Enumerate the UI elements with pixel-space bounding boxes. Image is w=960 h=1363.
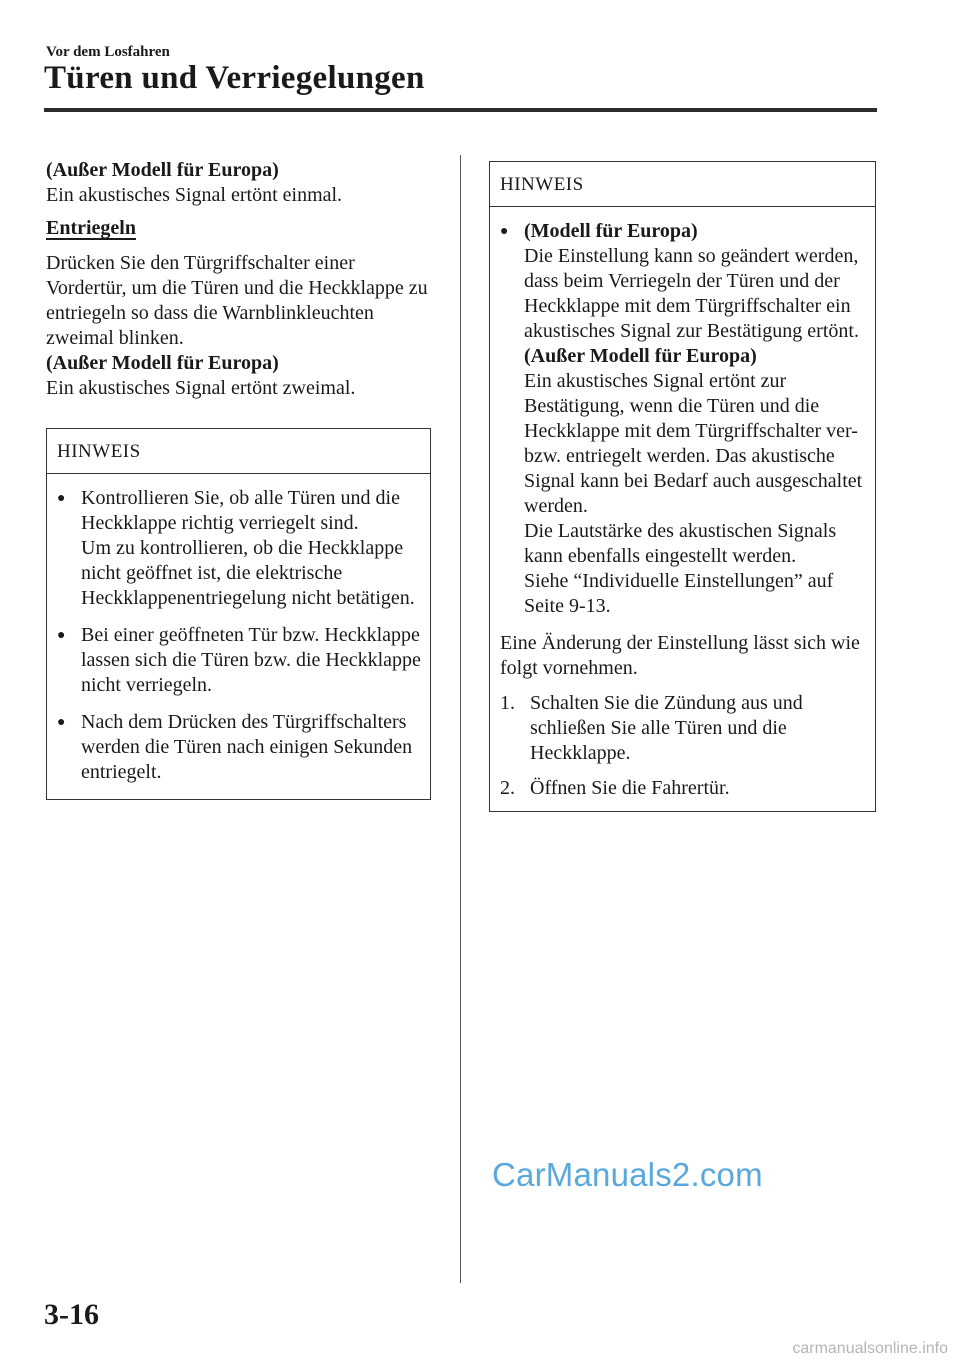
note-bullet (500, 219, 867, 619)
note-bullet (57, 623, 422, 698)
non-europe-heading: (Außer Modell für Europa) (524, 345, 757, 367)
note-title: HINWEIS (47, 429, 430, 474)
site-watermark: carmanualsonline.info (792, 1340, 948, 1357)
note-body (47, 474, 430, 799)
step-text: Schalten Sie die Zündung aus und schließen Sie alle Türen und die Heckklappe. (530, 692, 803, 764)
europe-exception-heading: (Außer Modell für Europa) (46, 159, 279, 181)
section-label: Vor dem Losfahren (46, 44, 170, 60)
volume-text: Die Lautstärke des akustischen Signals kann ebenfalls eingestellt werden. (524, 520, 837, 567)
confirmation-signal-text: Ein akustisches Signal ertönt zur Bestätigung, wenn die Türen und die Heckklappe mit dem Türgriffschalter ver- bzw. entriegelt werden. Das akustische Signal kann bei Bedarf auch ausgeschaltet werden. (524, 370, 863, 517)
column-divider (460, 155, 461, 1283)
unlock-instructions: Drücken Sie den Türgriffschalter einer Vordertür, um die Türen und die Heckklappe zu entriegeln so dass die Warnblinkleuchten zweimal blinken. (46, 252, 428, 349)
step-text: Öffnen Sie die Fahrertür. (530, 777, 730, 799)
europe-exception-heading-2: (Außer Modell für Europa) (46, 352, 279, 374)
right-column (489, 161, 876, 812)
europe-model-heading: (Modell für Europa) (524, 220, 698, 242)
left-column (46, 158, 431, 800)
carmanuals-watermark: CarManuals2.com (492, 1156, 763, 1193)
reference-text: Siehe “Individuelle Einstellungen” auf Seite 9-13. (524, 570, 834, 617)
note-bullet-text: Bei einer geöffneten Tür bzw. Heckklappe lassen sich die Türen bzw. die Heckklappe nicht verriegeln. (81, 624, 421, 696)
bullet-icon: ● (57, 491, 66, 506)
note-box-left (46, 428, 431, 800)
page-title: Türen und Verriegelungen (44, 60, 425, 96)
procedure-step (500, 691, 867, 766)
setting-change-text: Die Einstellung kann so geändert werden, dass beim Verriegeln der Türen und der Heckklappe mit dem Türgriffschalter ein akustisches Signal zur Bestätigung ertönt. (524, 245, 859, 342)
step-number: 2. (500, 777, 515, 799)
note-title: HINWEIS (490, 162, 875, 207)
unlock-subheading: Entriegeln (46, 217, 136, 239)
signal-twice-text: Ein akustisches Signal ertönt zweimal. (46, 377, 356, 399)
bullet-icon: ● (57, 628, 66, 643)
note-bullet (57, 710, 422, 785)
procedure-step (500, 776, 867, 801)
page-number: 3-16 (44, 1298, 99, 1331)
bullet-icon: ● (500, 224, 509, 239)
note-bullet-text-cont: Um zu kontrollieren, ob die Heckklappe nicht geöffnet ist, die elektrische Heckklappenentriegelung nicht betätigen. (81, 537, 415, 609)
note-box-right (489, 161, 876, 812)
procedure-intro: Eine Änderung der Einstellung lässt sich wie folgt vornehmen. (500, 632, 860, 679)
bullet-icon: ● (57, 715, 66, 730)
note-bullet-text: Kontrollieren Sie, ob alle Türen und die Heckklappe richtig verriegelt sind. (81, 487, 400, 534)
step-number: 1. (500, 692, 515, 714)
note-body (490, 207, 875, 811)
note-bullet (57, 486, 422, 611)
title-rule (44, 108, 877, 112)
signal-once-text: Ein akustisches Signal ertönt einmal. (46, 184, 343, 206)
note-bullet-text: Nach dem Drücken des Türgriffschalters werden die Türen nach einigen Sekunden entriegelt. (81, 711, 413, 783)
